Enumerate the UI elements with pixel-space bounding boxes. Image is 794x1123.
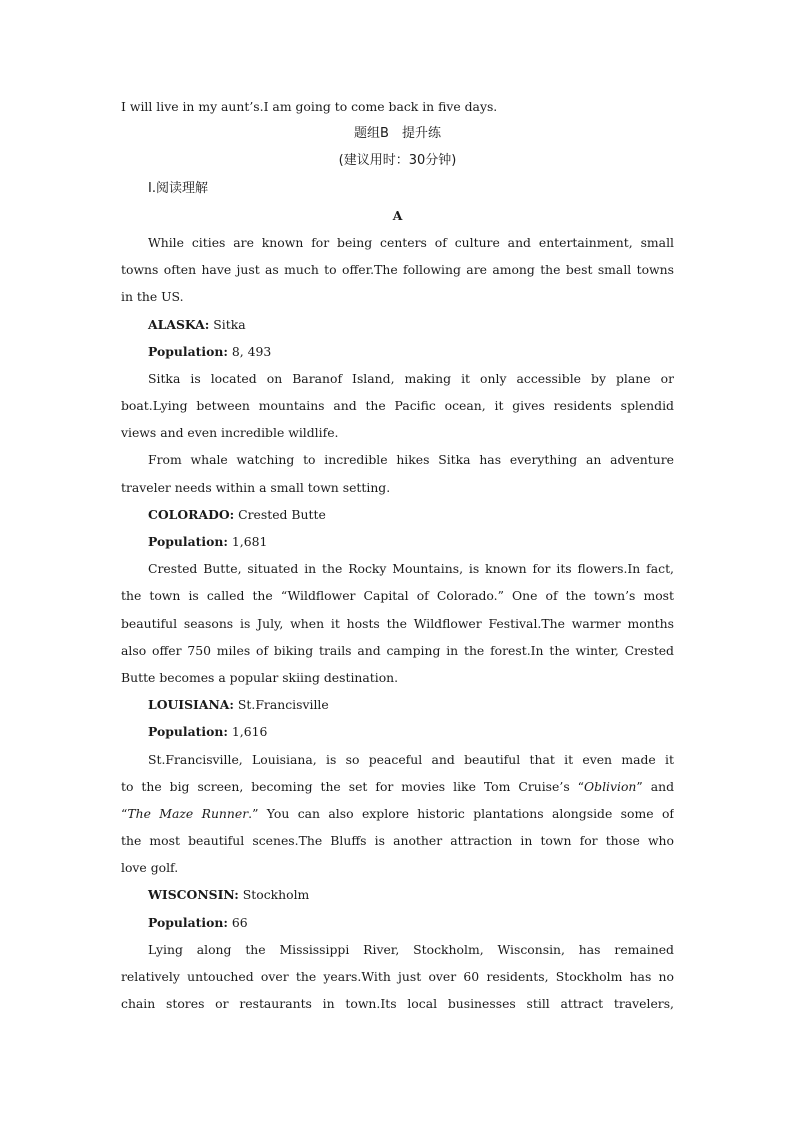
louisiana-heading — [121, 691, 674, 718]
state-label: WISCONSIN: — [148, 887, 239, 903]
alaska-heading — [121, 311, 674, 338]
text-run: ” and — [636, 778, 674, 794]
paragraph-line: relatively untouched over the years.With just over 60 residents, Stockholm has no — [121, 969, 674, 984]
paragraph-line: beautiful seasons is July, when it hosts the Wildflower Festival.The warmer months — [121, 615, 674, 631]
state-label: LOUISIANA: — [148, 697, 234, 713]
paragraph-line: the town is called the “Wildflower Capital of Colorado.” One of the town’s most — [121, 588, 674, 604]
document-body — [121, 93, 674, 1017]
population-label: Population: — [148, 343, 228, 359]
town-name: Stockholm — [238, 887, 310, 903]
intro-line: in the US. — [121, 289, 184, 305]
colorado-population — [121, 528, 674, 555]
previous-answer-line: I will live in my aunt’s.I am going to come back in five days. — [121, 99, 498, 114]
paragraph-line: traveler needs within a small town setting. — [121, 479, 391, 495]
paragraph-line: Lying along the Mississippi River, Stockholm, Wisconsin, has remained — [148, 941, 674, 957]
colorado-heading — [121, 501, 674, 528]
paragraph-line: boat.Lying between mountains and the Pacific ocean, it gives residents splendid — [121, 398, 674, 414]
population-label: Population: — [148, 534, 228, 549]
passage-label: A — [392, 207, 403, 223]
town-name: Sitka — [209, 316, 246, 332]
paragraph-line: Butte becomes a popular skiing destination. — [121, 669, 399, 685]
intro-line: towns often have just as much to offer.The following are among the best small towns — [121, 262, 674, 278]
paragraph-line: love golf. — [121, 860, 179, 876]
movie-title: Oblivion — [583, 778, 637, 794]
paragraph-line: views and even incredible wildlife. — [121, 425, 339, 441]
paragraph-line: Crested Butte, situated in the Rocky Mountains, is known for its flowers.In fact, — [148, 561, 674, 577]
alaska-population — [121, 338, 674, 365]
population-value: 8, 493 — [227, 343, 272, 359]
paragraph-line: the most beautiful scenes.The Bluffs is another attraction in town for those who — [121, 833, 674, 849]
paragraph-line — [121, 773, 674, 800]
movie-title: The Maze Runner — [127, 805, 249, 821]
paragraph-line: St.Francisville, Louisiana, is so peaceful and beautiful that it even made it — [148, 751, 674, 767]
population-value: 1,616 — [227, 724, 268, 740]
paragraph-line: Sitka is located on Baranof Island, making it only accessible by plane or — [148, 370, 674, 386]
town-name: Crested Butte — [234, 506, 326, 522]
paragraph-line: From whale watching to incredible hikes Sitka has everything an adventure — [148, 452, 674, 468]
text-run: “ — [121, 805, 128, 821]
paragraph-line: also offer 750 miles of biking trails and camping in the forest.In the winter, Crested — [121, 642, 674, 658]
wisconsin-heading — [121, 881, 674, 908]
state-label: COLORADO: — [148, 506, 235, 522]
group-title: 题组B 提升练 — [354, 126, 441, 142]
population-label: Population: — [148, 724, 228, 740]
section-title: Ⅰ.阅读理解 — [148, 180, 208, 196]
time-hint: (建议用时：30分钟) — [338, 153, 457, 169]
population-label: Population: — [148, 914, 228, 930]
town-name: St.Francisville — [233, 697, 329, 713]
wisconsin-population — [121, 909, 674, 936]
intro-line: While cities are known for being centers of culture and entertainment, small — [148, 234, 674, 250]
text-run: .” You can also explore historic plantations alongside some of — [248, 805, 674, 821]
state-label: ALASKA: — [148, 316, 210, 332]
paragraph-line: chain stores or restaurants in town.Its local businesses still attract travelers, — [121, 996, 674, 1012]
text-run: to the big screen, becoming the set for movies like Tom Cruise’s “ — [121, 778, 584, 794]
paragraph-line — [121, 800, 674, 827]
population-value: 1,681 — [227, 534, 268, 549]
louisiana-population — [121, 718, 674, 745]
population-value: 66 — [227, 914, 248, 930]
